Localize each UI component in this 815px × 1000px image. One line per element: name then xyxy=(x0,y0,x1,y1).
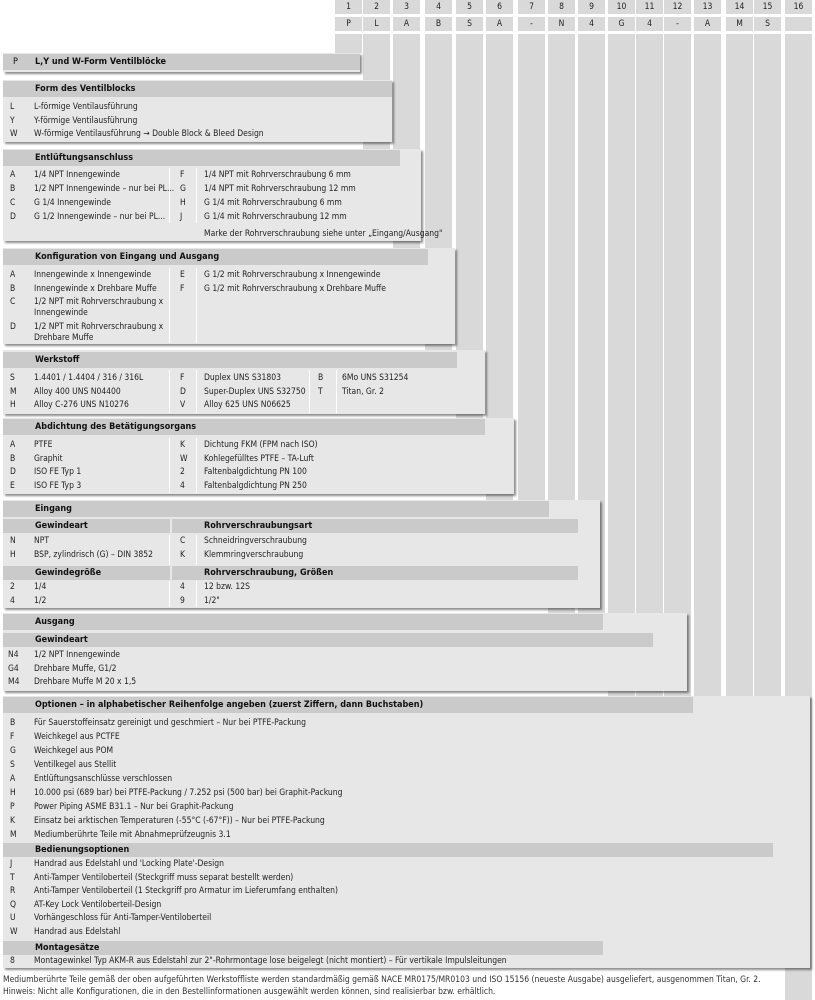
option-code: K xyxy=(180,440,186,450)
position-code: A xyxy=(694,17,721,31)
option-code: 2 xyxy=(180,467,185,477)
option-text: Schneidringverschraubung xyxy=(204,536,307,546)
option-text: NPT xyxy=(34,536,49,546)
position-number: 16 xyxy=(785,0,812,14)
option-text: Vorhängeschloss für Anti-Tamper-Ventiloberteil xyxy=(34,913,212,924)
option-code: H xyxy=(180,198,186,208)
section-title: L,Y und W-Form Ventilblöcke xyxy=(35,57,166,67)
section-form-header: Form des Ventilblocks xyxy=(3,81,392,97)
position-number: 4 xyxy=(425,0,452,14)
option-text: Titan, Gr. 2 xyxy=(342,386,384,397)
option-text: Dichtung FKM (FPM nach ISO) xyxy=(204,440,318,450)
option-text: ISO FE Typ 3 xyxy=(34,480,82,491)
option-code: 9 xyxy=(180,595,185,606)
option-code: B xyxy=(10,718,16,728)
option-text: 1/4 NPT mit Rohrverschraubung 12 mm xyxy=(204,184,356,194)
option-code: C xyxy=(180,536,186,546)
option-text: Alloy 625 UNS N06625 xyxy=(204,400,291,410)
option-code: W xyxy=(180,453,188,464)
mounting-kits-header: Montagesätze xyxy=(3,941,603,955)
option-code: D xyxy=(180,386,186,397)
section-vent-header: Entlüftungsanschluss xyxy=(3,150,400,166)
outlet-thread-type-header: Gewindeart xyxy=(3,633,653,647)
option-code: B xyxy=(10,284,16,294)
position-code: G xyxy=(608,17,635,31)
option-text: 12 bzw. 12S xyxy=(204,582,250,592)
divider xyxy=(169,438,170,493)
position-number: 2 xyxy=(363,0,390,14)
option-code: A xyxy=(10,774,16,784)
option-text: G 1/4 mit Rohrverschraubung 6 mm xyxy=(204,198,342,208)
option-text: Anti-Tamper Ventiloberteil (1 Steckgriff pro Armatur im Lieferumfang enthalten) xyxy=(34,886,338,897)
option-code: R xyxy=(10,886,16,897)
option-text: 1/4 NPT mit Rohrverschraubung 6 mm xyxy=(204,170,351,180)
option-code: T xyxy=(318,386,323,397)
option-code: D xyxy=(10,322,16,332)
divider xyxy=(169,581,170,607)
code: P xyxy=(13,57,18,67)
option-code: L xyxy=(10,102,15,112)
position-code: B xyxy=(425,17,452,31)
position-number: 7 xyxy=(518,0,545,14)
inlet-fitting-type-header: Rohrverschraubungsart xyxy=(172,519,578,533)
section-material-header: Werkstoff xyxy=(3,352,457,368)
option-text: Mediumberührte Teile mit Abnahmeprüfzeugnis 3.1 xyxy=(34,830,231,840)
position-code: P xyxy=(335,17,362,31)
option-code: G xyxy=(180,184,186,194)
position-column xyxy=(608,34,635,696)
option-text: ISO FE Typ 1 xyxy=(34,467,82,477)
option-code: 4 xyxy=(180,582,185,592)
option-text: Alloy 400 UNS N04400 xyxy=(34,386,121,397)
option-text: Y-förmige Ventilausführung xyxy=(34,115,138,126)
option-text: 1/2 NPT mit Rohrverschraubung x Innengewinde xyxy=(34,297,164,318)
option-code: U xyxy=(10,913,16,924)
inlet-fitting-size-header: Rohrverschraubung, Größen xyxy=(172,566,578,580)
position-number: 13 xyxy=(694,0,721,14)
option-code: K xyxy=(180,549,186,560)
option-code: H xyxy=(10,788,16,798)
option-text: Alloy C-276 UNS N10276 xyxy=(34,400,129,410)
option-code: M xyxy=(10,830,17,840)
position-column xyxy=(518,34,545,500)
option-text: G 1/2 mit Rohrverschraubung x Innengewinde xyxy=(204,270,381,280)
option-text: G 1/4 Innengewinde xyxy=(34,198,111,208)
vent-note: Marke der Rohrverschraubung siehe unter „Eingang/Ausgang" xyxy=(204,229,443,239)
position-column xyxy=(636,34,663,696)
option-text: 1.4401 / 1.4404 / 316 / 316L xyxy=(34,373,144,383)
option-code: K xyxy=(10,816,16,826)
position-code: - xyxy=(664,17,691,31)
option-code: E xyxy=(180,270,185,280)
position-number: 9 xyxy=(578,0,605,14)
inlet-thread-size-header: Gewindegröße xyxy=(3,566,170,580)
option-text: Faltenbalgdichtung PN 100 xyxy=(204,467,307,477)
option-code: 8 xyxy=(10,956,15,966)
option-text: Weichkegel aus POM xyxy=(34,746,114,756)
position-number: 1 xyxy=(335,0,362,14)
option-code: A xyxy=(10,270,16,280)
position-code: 4 xyxy=(636,17,663,31)
option-text: PTFE xyxy=(34,440,53,450)
option-text: 6Mo UNS S31254 xyxy=(342,373,409,383)
section-outlet-header: Ausgang xyxy=(3,614,603,630)
option-code: F xyxy=(180,284,185,294)
divider xyxy=(196,268,197,343)
option-code: P xyxy=(10,802,15,812)
position-code: M xyxy=(726,17,753,31)
position-column xyxy=(664,34,691,696)
option-text: G 1/4 mit Rohrverschraubung 12 mm xyxy=(204,212,347,222)
option-code: F xyxy=(10,732,15,742)
option-text: Klemmringverschraubung xyxy=(204,549,304,560)
option-code: G4 xyxy=(8,663,19,674)
option-text: Innengewinde x Drehbare Muffe xyxy=(34,284,157,294)
divider xyxy=(309,370,310,413)
option-code: 4 xyxy=(180,480,185,491)
divider xyxy=(196,581,197,607)
footer-nace-note: Mediumberührte Teile gemäß der oben aufgeführten Werkstoffliste werden standardmäßig gemäß NACE MR0175/MR0103 und ISO 15156 (neueste Ausgabe) ausgeliefert, ausgenommen Titan, Gr. 2. xyxy=(3,975,761,985)
position-code: L xyxy=(363,17,390,31)
option-code: W xyxy=(10,129,18,139)
option-text: Super-Duplex UNS S32750 xyxy=(204,386,306,397)
position-number: 15 xyxy=(754,0,781,14)
option-text: 1/2 xyxy=(34,595,47,606)
footer-hint: Hinweis: Nicht alle Konfigurationen, die in den Bestellinformationen ausgewählt werden können, sind realisierbar bzw. erhältlich. xyxy=(3,987,496,997)
option-text: Duplex UNS S31803 xyxy=(204,373,282,383)
option-code: Y xyxy=(10,115,15,126)
position-number: 6 xyxy=(486,0,513,14)
option-code: J xyxy=(180,212,183,222)
option-code: B xyxy=(10,184,16,194)
option-text: Für Sauerstoffeinsatz gereinigt und geschmiert – Nur bei PTFE-Packung xyxy=(34,718,306,728)
divider xyxy=(196,168,197,223)
option-code: C xyxy=(10,198,16,208)
position-code: 4 xyxy=(578,17,605,31)
divider xyxy=(196,535,197,565)
position-code: N xyxy=(548,17,575,31)
option-code: V xyxy=(180,400,186,410)
option-text: Graphit xyxy=(34,453,63,464)
option-text: AT-Key Lock Ventiloberteil-Design xyxy=(34,899,162,910)
divider xyxy=(196,370,197,413)
position-number: 5 xyxy=(456,0,483,14)
option-text: 1/4 xyxy=(34,582,47,592)
section-product-header xyxy=(3,54,360,70)
option-code: 2 xyxy=(10,582,15,592)
option-code: S xyxy=(10,760,15,770)
position-code: - xyxy=(518,17,545,31)
option-text: Anti-Tamper Ventiloberteil (Steckgriff muss separat bestellt werden) xyxy=(34,872,294,883)
position-column xyxy=(335,34,362,53)
option-text: W-förmige Ventilausführung → Double Block & Bleed Design xyxy=(34,129,264,139)
option-text: 1/2 NPT Innengewinde xyxy=(34,650,121,660)
option-text: Power Piping ASME B31.1 – Nur bei Graphit-Packung xyxy=(34,802,234,812)
position-code: S xyxy=(456,17,483,31)
option-code: N4 xyxy=(8,650,19,660)
option-code: A xyxy=(10,170,16,180)
option-text: Faltenbalgdichtung PN 250 xyxy=(204,480,307,491)
option-text: Innengewinde x Innengewinde xyxy=(34,270,152,280)
divider xyxy=(169,535,170,565)
inlet-thread-type-header: Gewindeart xyxy=(3,519,170,533)
option-text: 1/2 NPT mit Rohrverschraubung x Drehbare Muffe xyxy=(34,322,164,343)
position-code: A xyxy=(393,17,420,31)
option-text: Entlüftungsanschlüsse verschlossen xyxy=(34,774,173,784)
position-code: S xyxy=(754,17,781,31)
option-text: Drehbare Muffe, G1/2 xyxy=(34,663,117,674)
position-number: 14 xyxy=(726,0,753,14)
option-text: G 1/2 mit Rohrverschraubung x Drehbare Muffe xyxy=(204,284,387,294)
position-code xyxy=(785,17,812,31)
option-code: F xyxy=(180,373,185,383)
section-inlet-header: Eingang xyxy=(3,501,549,517)
option-code: J xyxy=(10,859,13,869)
option-code: G xyxy=(10,746,16,756)
option-text: 1/2" xyxy=(204,595,220,606)
divider xyxy=(169,168,170,223)
option-code: Q xyxy=(10,899,17,910)
divider xyxy=(196,438,197,493)
section-seal-header: Abdichtung des Betätigungsorgans xyxy=(3,419,485,435)
divider xyxy=(169,268,170,343)
option-code: S xyxy=(10,373,15,383)
position-code: A xyxy=(486,17,513,31)
position-number: 8 xyxy=(548,0,575,14)
option-text: Handrad aus Edelstahl und 'Locking Plate'-Design xyxy=(34,859,224,869)
option-text: L-förmige Ventilausführung xyxy=(34,102,138,112)
option-code: W xyxy=(10,927,18,937)
divider xyxy=(169,370,170,413)
position-number: 12 xyxy=(664,0,691,14)
divider xyxy=(336,370,337,413)
option-text: Kohlegefülltes PTFE – TA-Luft xyxy=(204,453,314,464)
section-options-header: Optionen – in alphabetischer Reihenfolge angeben (zuerst Ziffern, dann Buchstaben) xyxy=(3,697,693,713)
option-code: B xyxy=(10,453,16,464)
option-code: H xyxy=(10,549,16,560)
option-code: 4 xyxy=(10,595,15,606)
option-text: BSP, zylindrisch (G) – DIN 3852 xyxy=(34,549,153,560)
option-code: D xyxy=(10,467,16,477)
option-code: M4 xyxy=(8,677,20,687)
option-text: Montagewinkel Typ AKM-R aus Edelstahl zur 2"-Rohrmontage lose beigelegt (nicht montiert) – Für vertikale Impulsleitungen xyxy=(34,956,507,966)
option-code: C xyxy=(10,297,16,307)
section-config-header: Konfiguration von Eingang und Ausgang xyxy=(3,249,428,265)
option-text: Handrad aus Edelstahl xyxy=(34,927,121,937)
option-code: B xyxy=(318,373,324,383)
option-code: D xyxy=(10,212,16,222)
operating-options-header: Bedienungsoptionen xyxy=(3,843,773,857)
option-text: 10.000 psi (689 bar) bei PTFE-Packung / 7.252 psi (500 bar) bei Graphit-Packung xyxy=(34,788,343,798)
option-code: N xyxy=(10,536,16,546)
option-text: Ventilkegel aus Stellit xyxy=(34,760,117,770)
option-code: H xyxy=(10,400,16,410)
option-code: A xyxy=(10,440,16,450)
position-number: 10 xyxy=(608,0,635,14)
option-code: F xyxy=(180,170,185,180)
option-code: M xyxy=(10,386,17,397)
option-text: Weichkegel aus PCTFE xyxy=(34,732,120,742)
option-text: Drehbare Muffe M 20 x 1,5 xyxy=(34,677,137,687)
option-code: E xyxy=(10,480,15,491)
option-text: Einsatz bei arktischen Temperaturen (-55°C (-67°F)) – Nur bei PTFE-Packung xyxy=(34,816,325,826)
option-code: T xyxy=(10,872,15,883)
position-number: 3 xyxy=(393,0,420,14)
option-text: G 1/2 Innengewinde – nur bei PL... xyxy=(34,212,166,222)
position-number: 11 xyxy=(636,0,663,14)
option-text: 1/2 NPT Innengewinde – nur bei PL... xyxy=(34,184,175,194)
option-text: 1/4 NPT Innengewinde xyxy=(34,170,121,180)
